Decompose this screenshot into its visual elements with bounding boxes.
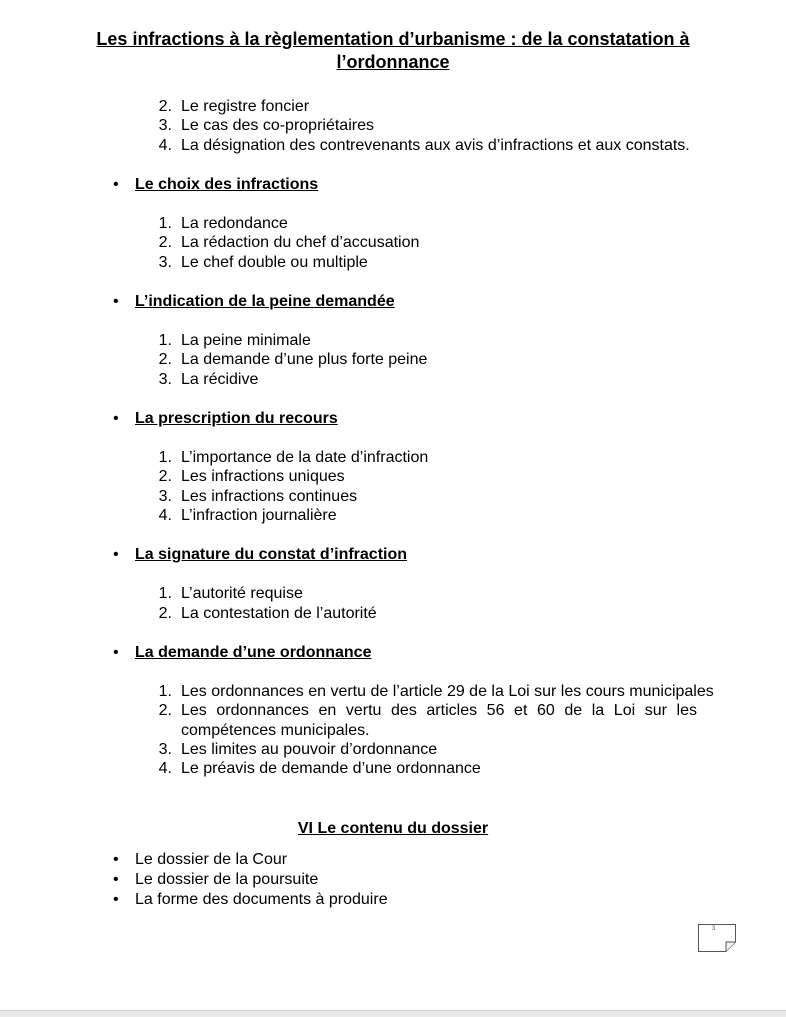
list-number: 1. <box>158 683 172 700</box>
list-item: L’infraction journalière <box>181 507 337 524</box>
folded-page-icon <box>698 924 736 952</box>
list-item: La forme des documents à produire <box>135 891 388 908</box>
list-number: 2. <box>158 234 172 251</box>
section-vi-title: VI Le contenu du dossier <box>297 820 489 837</box>
section-heading: La prescription du recours <box>135 410 338 427</box>
bullet-icon: • <box>113 871 119 888</box>
bullet-icon: • <box>113 410 119 427</box>
list-number: 4. <box>158 760 172 777</box>
list-item: Les ordonnances en vertu de l’article 29 de la Loi sur les cours municipales <box>181 683 714 700</box>
list-item: Les infractions uniques <box>181 468 345 485</box>
list-item: Les infractions continues <box>181 488 358 505</box>
list-item: Le cas des co-propriétaires <box>181 117 374 134</box>
list-item: Le dossier de la poursuite <box>135 871 319 888</box>
list-item: Le chef double ou multiple <box>181 254 368 271</box>
page-number-box <box>698 924 736 952</box>
list-number: 1. <box>158 332 172 349</box>
list-item: La redondance <box>181 215 288 232</box>
list-number: 3. <box>158 741 172 758</box>
list-item: La désignation des contrevenants aux avis d’infractions et aux constats. <box>181 137 690 154</box>
list-item: L’autorité requise <box>181 585 303 602</box>
list-number: 2. <box>158 605 172 622</box>
list-number: 1. <box>158 215 172 232</box>
list-number: 1. <box>158 585 172 602</box>
bullet-icon: • <box>113 176 119 193</box>
list-item: La rédaction du chef d’accusation <box>181 234 420 251</box>
list-item: Le registre foncier <box>181 98 310 115</box>
list-number: 2. <box>158 468 172 485</box>
list-number: 2. <box>158 98 172 115</box>
list-number: 4. <box>158 137 172 154</box>
list-item: La demande d’une plus forte peine <box>181 351 428 368</box>
list-number: 2. <box>158 351 172 368</box>
bullet-icon: • <box>113 891 119 908</box>
list-number: 4. <box>158 507 172 524</box>
list-number: 2. <box>158 702 172 719</box>
list-number: 3. <box>158 371 172 388</box>
list-number: 3. <box>158 254 172 271</box>
list-item: Le préavis de demande d’une ordonnance <box>181 760 481 777</box>
section-heading: La signature du constat d’infraction <box>135 546 408 563</box>
list-item-continuation: compétences municipales. <box>181 722 370 739</box>
list-item: Le dossier de la Cour <box>135 851 288 868</box>
list-item: Les ordonnances en vertu des articles 56 et 60 de la Loi sur les <box>181 702 697 719</box>
bullet-icon: • <box>113 644 119 661</box>
section-heading: La demande d’une ordonnance <box>135 644 372 661</box>
list-item: La contestation de l’autorité <box>181 605 377 622</box>
section-heading: Le choix des infractions <box>135 176 319 193</box>
list-item: Les limites au pouvoir d’ordonnance <box>181 741 438 758</box>
list-number: 3. <box>158 117 172 134</box>
list-number: 1. <box>158 449 172 466</box>
bullet-icon: • <box>113 293 119 310</box>
list-item: La récidive <box>181 371 259 388</box>
list-item: L’importance de la date d’infraction <box>181 449 429 466</box>
list-number: 3. <box>158 488 172 505</box>
page-number: 3 <box>712 926 716 932</box>
section-heading: L’indication de la peine demandée <box>135 293 395 310</box>
bullet-icon: • <box>113 851 119 868</box>
list-item: La peine minimale <box>181 332 311 349</box>
document-title: Les infractions à la règlementation d’urbanisme : de la constatation à l’ordonnance <box>96 29 690 72</box>
bullet-icon: • <box>113 546 119 563</box>
